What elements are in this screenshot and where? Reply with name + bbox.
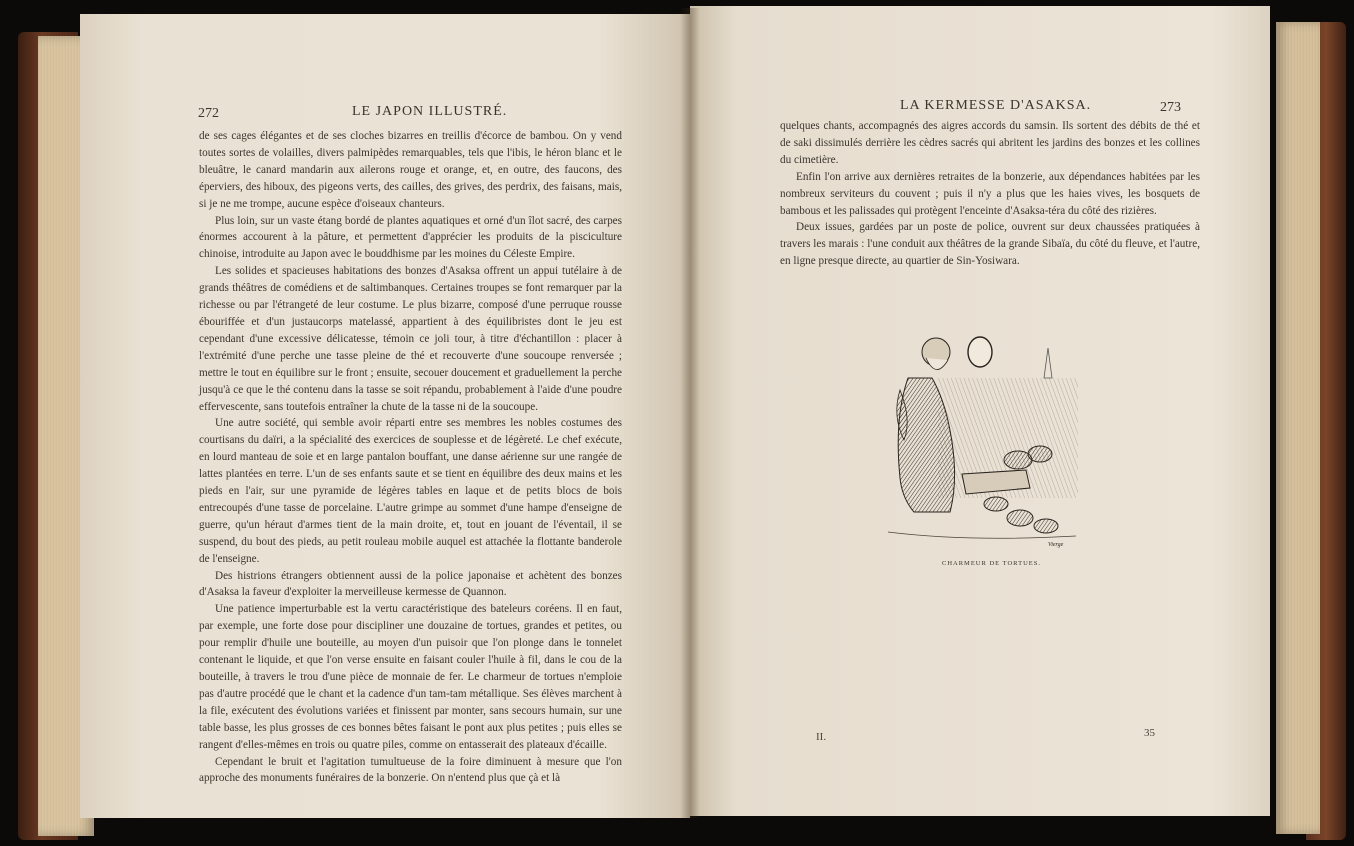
tortoise-icon	[984, 497, 1008, 511]
pole-sketch	[1044, 348, 1052, 378]
left-paragraph-4: Une autre société, qui semble avoir réparti entre ses membres les nobles costumes des courtisans du daïri, a la spécialité des exercices de souplesse et de légèreté. Le chef exécute, en lourd manteau de soie et en large pantalon bouffant, une danse aérienne sur une rangée de lattes plantées en terre. L'un de ses enfants saute et se tient en équilibre des deux mains et les pieds en l'air, sur une pyramide de légères tables en laque et de petits blocs de bois entrecoupés d'une tasse de porcelaine. L'autre grimpe au sommet d'une hampe d'enseigne de guerre, qu'un héraut d'armes tient de la main droite, et, tout en jouant de l'éventail, il se suspend, du bout des pieds, au petit rouleau mobile auquel est attachée la flottante banderole de l'enseigne.	[199, 417, 622, 565]
tortoise-icon	[1007, 510, 1033, 526]
left-paragraph-2: Plus loin, sur un vaste étang bordé de plantes aquatiques et orné d'un îlot sacré, des carpes énormes accourent à la pâture, et permettent d'apprécier les produits de la pisciculture chinoise, introduite au Japon avec le bouddhisme par les moines du Céleste Empire.	[199, 214, 622, 261]
left-paragraph-3: Les solides et spacieuses habitations des bonzes d'Asaksa offrent un appui tutélaire à de grands théâtres de comédiens et de saltimbanques. Certaines troupes se font remarquer par la richesse ou par l'étrangeté de leur costume. Le plus bizarre, composé d'une perruque rousse ébouriffée et d'un justaucorps matelassé, appartient à des équilibristes dont le jeu est cependant d'une excessive délicatesse, témoin ce joli tour, à titre d'échantillon : placer à l'extrémité d'une perche une tasse pleine de thé et recouverte d'une soucoupe renversée ; mettre le tout en équilibre sur le front ; ensuite, secouer doucement et graduellement la perche jusqu'à ce que le thé contenu dans la tasse se soit répandu, probablement à l'aide d'une poudre effervescente, sans toutefois entraîner la chute de la tasse ni de la soucoupe.	[199, 265, 622, 413]
tortoise-charmer-illustration	[878, 318, 1078, 550]
left-running-head: LE JAPON ILLUSTRÉ.	[352, 104, 508, 119]
left-paragraph-1: de ses cages élégantes et de ses cloches bizarres en treillis d'écorce de bambou. On y vend toutes sortes de volailles, divers palmipèdes remarquables, tels que l'ibis, le héron blanc et le bleuâtre, le canard mandarin aux ailerons rouge et orange, et, en outre, des faucons, des éperviers, des hiboux, des pigeons verts, des cailles, des grives, des perdrix, des faisans, mais, si je ne me trompe, aucune espèce d'oiseaux chanteurs.	[199, 130, 622, 210]
charmer-beard	[926, 358, 948, 370]
left-paragraph-6: Une patience imperturbable est la vertu caractéristique des bateleurs coréens. Il en faut, par exemple, une forte dose pour discipliner une douzaine de tortues, grandes et petites, ou pour remplir d'huile une bouteille, au moyen d'un puisoir que l'on plonge dans le tonnelet contenant le liquide, et que l'on verse ensuite en faisant couler l'huile à fil, dans le cou de la bouteille, à travers le trou d'une pièce de monnaie de fer. Le charmeur de tortues n'emploie pas d'autre procédé que le chant et la cadence d'un tam-tam métallique. Ses élèves marchent à la file, exécutent des évolutions variées et finissent par monter, sans secours humain, sur une table basse, les plus grosses de ces bonnes bêtes faisant le pont aux plus petites ; puis elles se rangent d'elles-mêmes en trois ou quatre piles, comme on entasserait des plateaux d'écaille.	[199, 603, 622, 751]
tortoise-icon	[1034, 519, 1058, 533]
right-paragraph-3: Deux issues, gardées par un poste de police, ouvrent sur deux chaussées pratiquées à travers les marais : l'une conduit aux théâtres de la grande Sibaïa, du côté du fleuve, et l'autre, en ligne presque directe, au quartier de Sin-Yosiwara.	[780, 221, 1200, 268]
right-page-body	[780, 118, 1200, 270]
left-paragraph-5: Des histrions étrangers obtiennent aussi de la police japonaise et achètent des bonzes d'Asaksa la faveur d'exploiter la merveilleuse kermesse de Quannon.	[199, 569, 622, 599]
signature-mark: II.	[816, 731, 827, 743]
right-paragraph-2: Enfin l'on arrive aux dernières retraites de la bonzerie, aux dépendances habitées par les nombreux serviteurs du couvent ; puis il n'y a plus que les haies vives, les bosquets de bambous et les palissades qui protègent l'enceinte d'Asaksa-téra du côté des rizières.	[780, 170, 1200, 217]
illustration-caption: CHARMEUR DE TORTUES.	[942, 560, 1042, 567]
left-page-body	[199, 128, 622, 787]
book-gutter	[680, 8, 700, 818]
page-edges-right	[1276, 22, 1320, 834]
left-page-number: 272	[198, 106, 219, 121]
tortoise-icon	[1028, 446, 1052, 462]
right-page-number: 273	[1160, 100, 1181, 115]
artist-signature: Vierge	[1048, 542, 1064, 548]
gong-icon	[968, 337, 992, 367]
right-running-head: LA KERMESSE D'ASAKSA.	[900, 98, 1092, 113]
left-paragraph-7: Cependant le bruit et l'agitation tumultueuse de la foire diminuent à mesure que l'on approche des monuments funéraires de la bonzerie. On n'entend plus que çà et là	[199, 755, 622, 785]
right-paragraph-1: quelques chants, accompagnés des aigres accords du samsin. Ils sortent des débits de thé et de saki dissimulés derrière les cèdres sacrés qui abritent les jardins des bonzes et les collines du cimetière.	[780, 120, 1200, 166]
sheet-mark: 35	[1144, 727, 1155, 739]
